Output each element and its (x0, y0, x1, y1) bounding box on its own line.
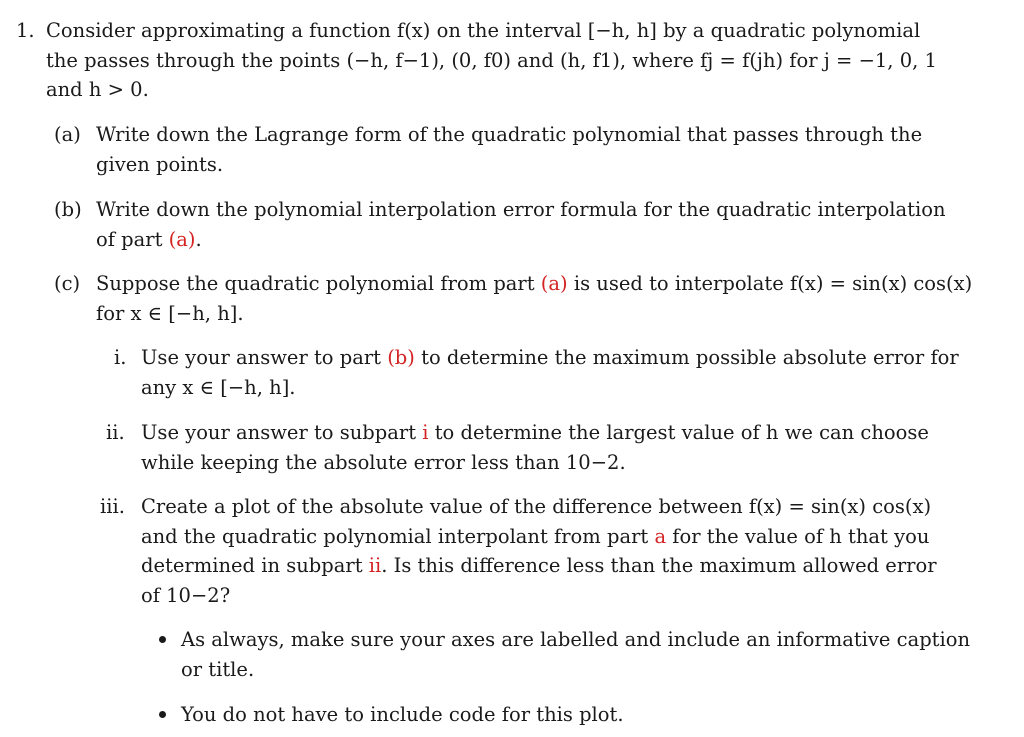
intro-line-3: and h > 0. (46, 78, 149, 101)
subpart-ii-line-1-pre: Use your answer to subpart (141, 421, 423, 444)
problem-intro (46, 16, 992, 105)
part-a-text (96, 120, 992, 179)
part-a-line-1: Write down the Lagrange form of the quadratic polynomial that passes through the (96, 123, 923, 146)
subpart-iii-line-4: of 10−2? (141, 583, 231, 607)
part-b-line-2-post: . (195, 227, 202, 251)
bullet-1-text (181, 625, 992, 684)
subpart-i-reference-link[interactable]: i (422, 421, 429, 444)
part-c-line-2: for x ∈ [−h, h]. (96, 301, 244, 325)
part-c-line-1 (96, 269, 1014, 299)
subpart-iii-line-1: Create a plot of the absolute value of the difference between f(x) = sin(x) cos(x) (141, 495, 932, 518)
subpart-i-line-2: any x ∈ [−h, h]. (141, 375, 296, 399)
subpart-i-text (141, 343, 992, 402)
subpart-iii-label: iii. (100, 495, 125, 518)
subpart-iii-line-2-pre: and the quadratic polynomial interpolant from part (141, 524, 655, 548)
intro-line-1: Consider approximating a function f(x) on the interval [−h, h] by a quadratic polynomial (46, 19, 921, 42)
subpart-iii-line-3 (141, 551, 992, 581)
part-b-line-2 (96, 225, 992, 255)
subpart-i-line-1-post: to determine the maximum possible absolute error for (414, 346, 959, 369)
part-b-line-1: Write down the polynomial interpolation error formula for the quadratic interpolation (96, 198, 946, 221)
intro-line-2: the passes through the points (−h, f−1), (0, f0) and (h, f1), where fj = f(jh) for j = −1, 0, 1 (46, 48, 937, 72)
subpart-i-line-1 (141, 343, 992, 373)
subpart-i-line-1-pre: Use your answer to part (141, 346, 388, 369)
subpart-iii-line-3-pre: determined in subpart (141, 554, 369, 577)
subpart-iii-line-2-post: for the value of h that you (666, 524, 930, 548)
subpart-i-label: i. (114, 346, 127, 369)
bullet-2-line-1: You do not have to include code for this plot. (181, 703, 624, 726)
subpart-ii-label: ii. (106, 421, 125, 444)
part-c-line-1-post: is used to interpolate f(x) = sin(x) cos(x) (567, 272, 973, 295)
subpart-ii-line-1-post: to determine the largest value of h we can choose (428, 421, 929, 444)
subpart-iii-line-2 (141, 522, 992, 552)
part-c-line-1-pre: Suppose the quadratic polynomial from part (96, 272, 541, 295)
bullet-1-line-1: As always, make sure your axes are labelled and include an informative caption (181, 628, 971, 651)
part-a-line-2: given points. (96, 152, 224, 176)
subpart-iii-line-3-post: . Is this difference less than the maximum allowed error (381, 554, 937, 577)
part-b-label: (b) (54, 198, 82, 221)
part-b-reference-link[interactable]: (b) (387, 346, 415, 369)
part-b-text (96, 195, 992, 254)
part-a-reference-link[interactable]: (a) (168, 227, 196, 251)
bullet-1-icon (159, 636, 166, 643)
subpart-ii-line-1 (141, 418, 992, 448)
part-b-line-2-pre: of part (96, 227, 169, 251)
part-c-label: (c) (54, 272, 81, 295)
bullet-2-icon (159, 711, 166, 718)
subpart-iii-text (141, 492, 992, 610)
bullet-1-line-2: or title. (181, 657, 255, 681)
problem-number: 1. (16, 19, 35, 42)
part-a-reference-link[interactable]: a (654, 524, 667, 548)
subpart-ii-line-2: while keeping the absolute error less than 10−2. (141, 450, 626, 474)
subpart-ii-reference-link[interactable]: ii (368, 554, 382, 577)
part-c-text (96, 269, 1014, 328)
part-a-reference-link[interactable]: (a) (540, 272, 568, 295)
part-a-label: (a) (54, 123, 81, 146)
subpart-ii-text (141, 418, 992, 477)
bullet-2-text (181, 700, 992, 730)
